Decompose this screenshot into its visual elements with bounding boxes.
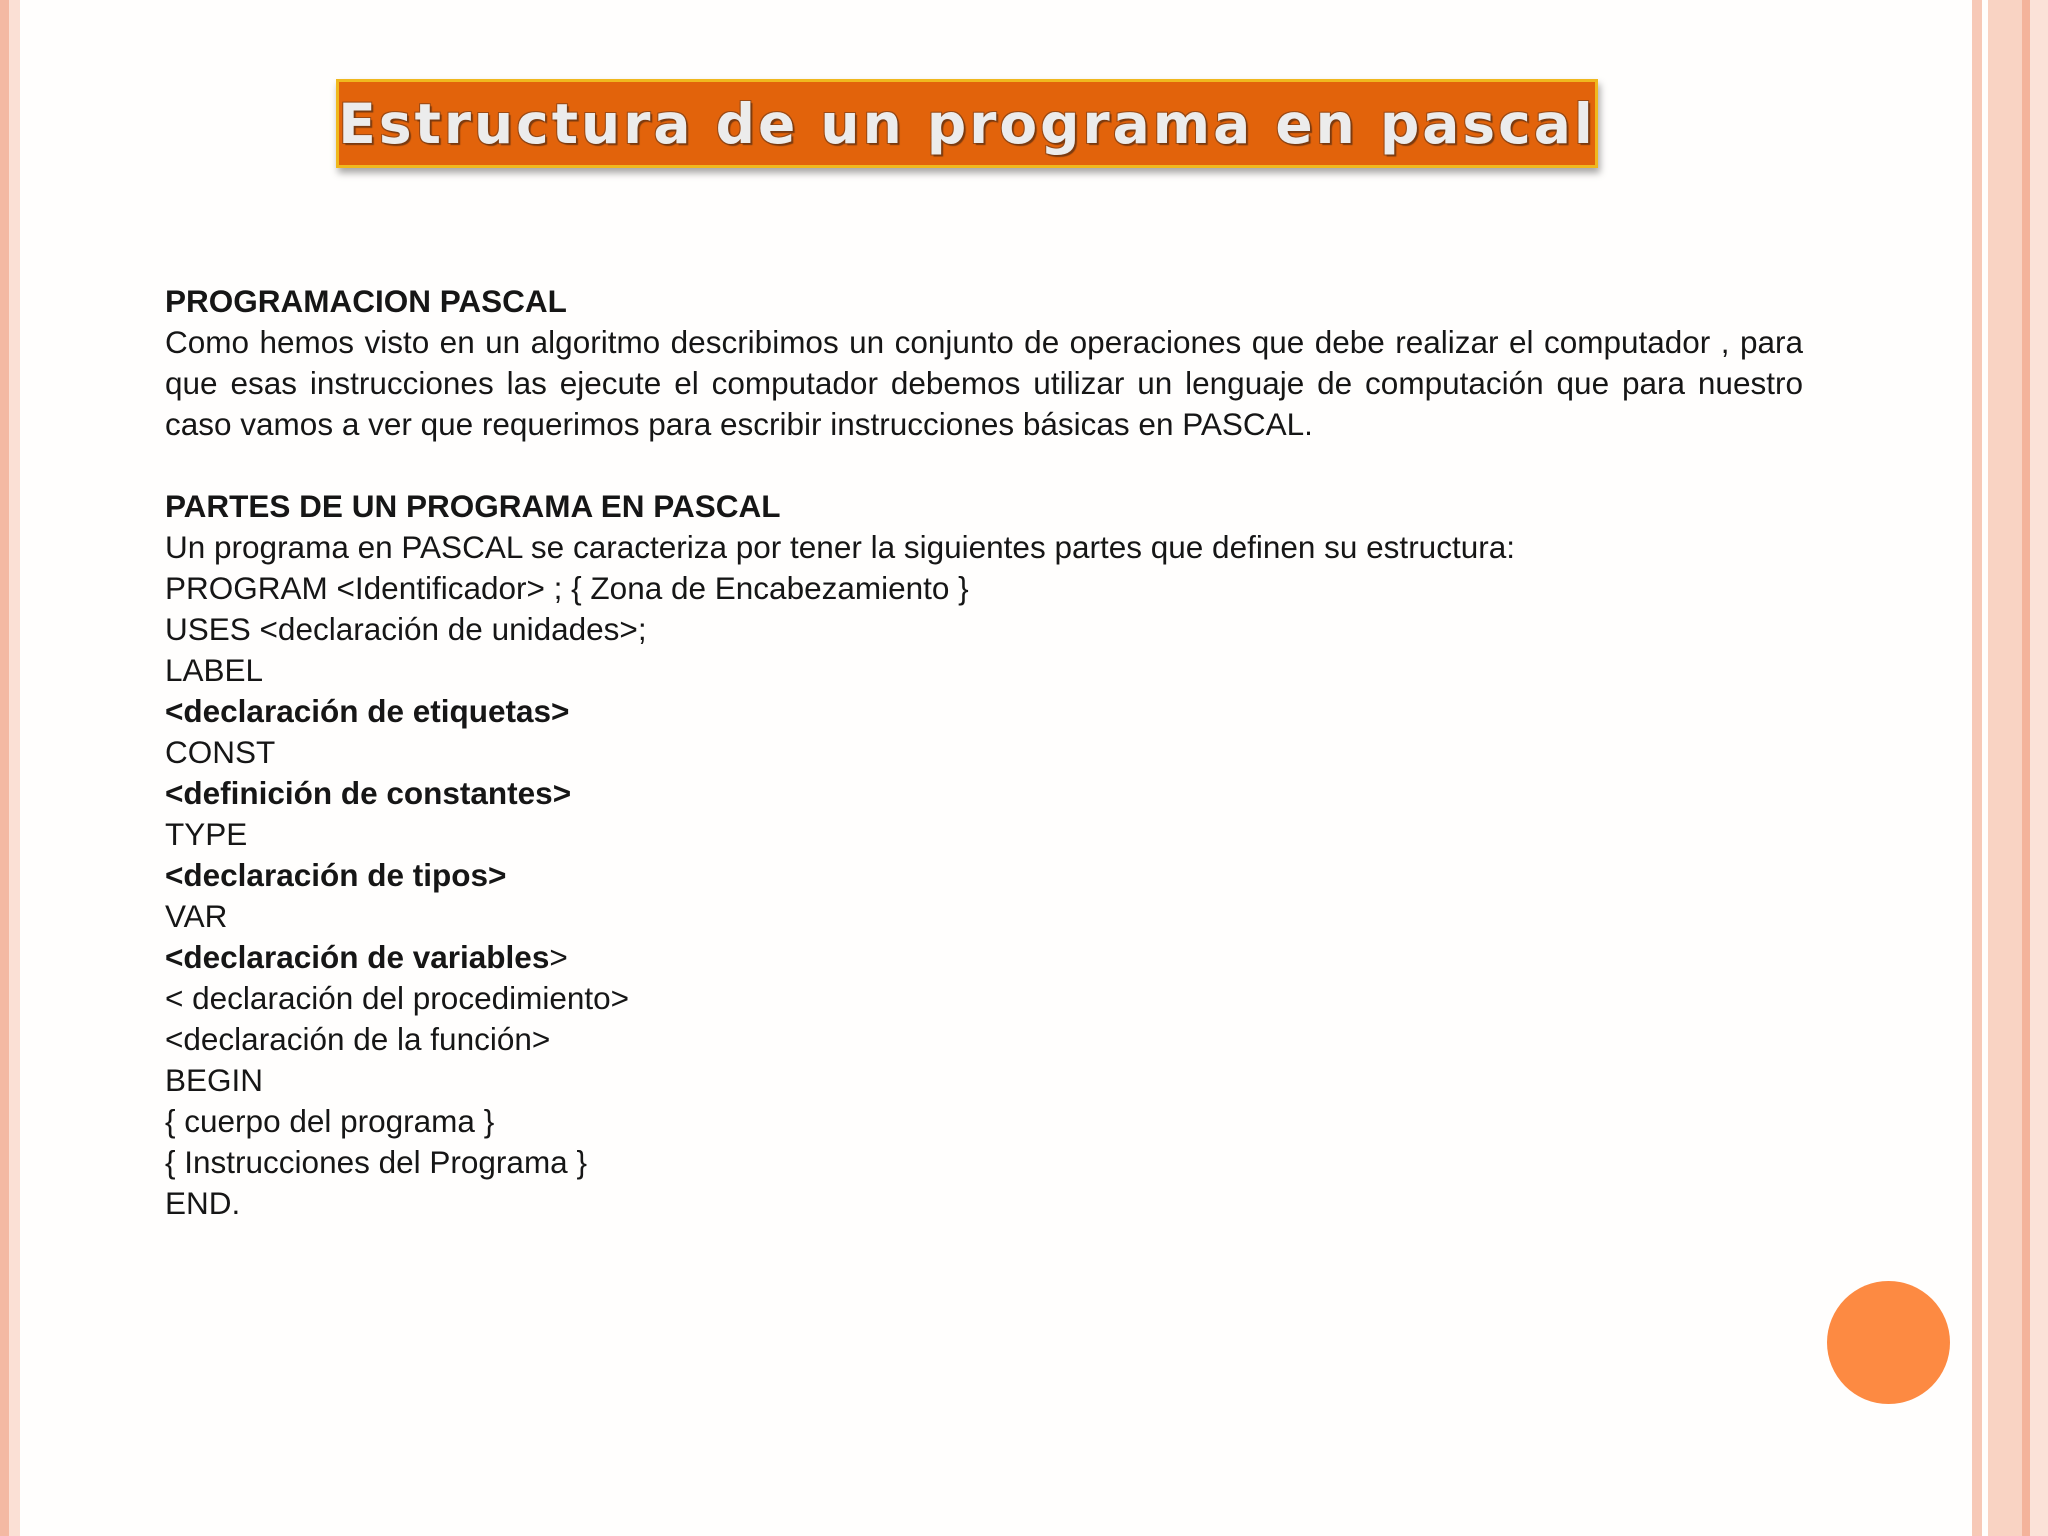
code-line-cuerpo: { cuerpo del programa } [165,1103,495,1139]
code-line-const: CONST [165,734,276,770]
code-line-var: VAR [165,898,228,934]
section-heading-programacion: PROGRAMACION PASCAL [165,283,567,319]
code-line-funcion: <declaración de la función> [165,1021,551,1057]
code-line-procedimiento: < declaración del procedimiento> [165,980,630,1016]
code-line-program: PROGRAM <Identificador> ; { Zona de Encabezamiento } [165,570,969,606]
section-heading-partes: PARTES DE UN PROGRAMA EN PASCAL [165,488,781,524]
code-line-etiquetas: <declaración de etiquetas> [165,693,570,729]
structure-intro: Un programa en PASCAL se caracteriza por tener la siguientes partes que definen su estructura: [165,529,1515,565]
code-line-variables [165,937,1803,978]
code-line-begin: BEGIN [165,1062,264,1098]
right-border-stripes [1960,0,2048,1536]
code-line-uses: USES <declaración de unidades>; [165,611,647,647]
slide-title: Estructura de un programa en pascal [338,91,1596,156]
code-line-variables-close: > [549,939,568,975]
intro-paragraph: Como hemos visto en un algoritmo describimos un conjunto de operaciones que debe realizar el computador , para que esas instrucciones las ejecute el computador debemos utilizar un lenguaje de computación que para nuestro caso vamos a ver que requerimos para escribir instrucciones básicas en PASCAL. [165,324,1803,442]
code-line-type: TYPE [165,816,248,852]
left-border-stripe [0,0,20,1536]
slide-body [165,281,1803,1224]
decorative-orange-circle [1827,1281,1950,1404]
code-line-tipos: <declaración de tipos> [165,857,507,893]
code-line-variables-bold: <declaración de variables [165,939,550,975]
blank-line [165,445,1803,486]
code-line-end: END. [165,1185,241,1221]
title-banner [336,79,1598,168]
code-line-label: LABEL [165,652,264,688]
code-line-constantes: <definición de constantes> [165,775,572,811]
code-line-instrucciones: { Instrucciones del Programa } [165,1144,587,1180]
